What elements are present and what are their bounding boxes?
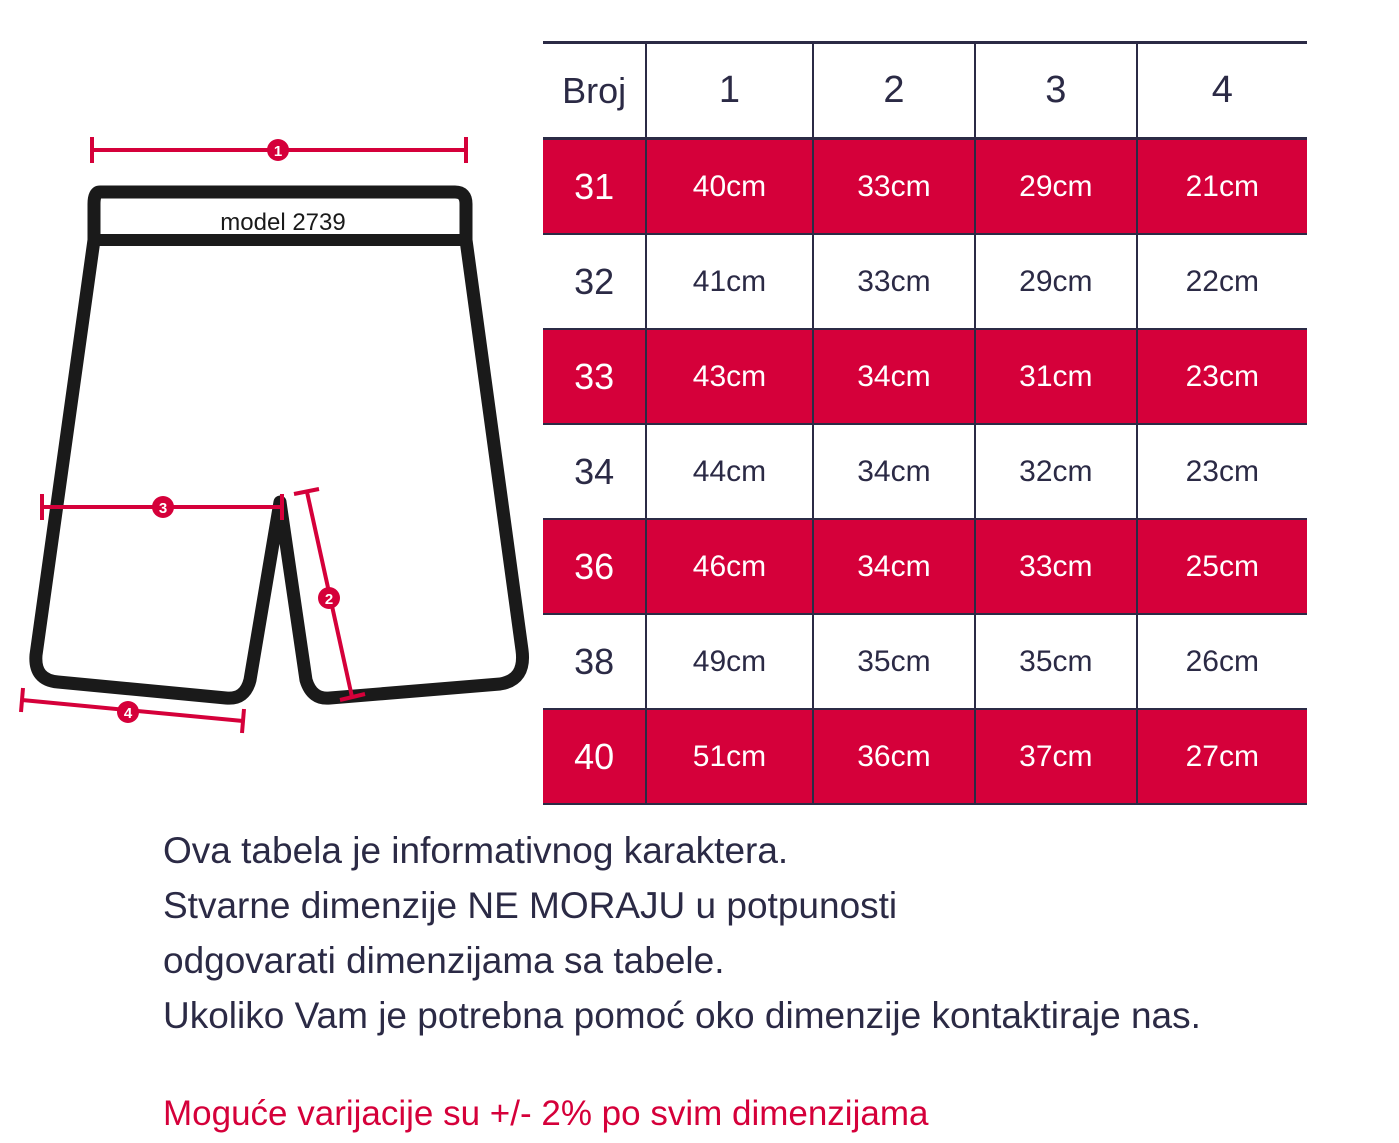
- measure-cell: 32cm: [975, 424, 1136, 519]
- measure-cell: 40cm: [646, 139, 812, 235]
- size-cell: 32: [574, 260, 615, 302]
- note-line: Ukoliko Vam je potrebna pomoć oko dimenzije kontaktiraje nas.: [163, 995, 1201, 1036]
- shorts-size-diagram: [0, 0, 540, 760]
- table-row: [543, 139, 1307, 235]
- header-measure-3: 3: [975, 43, 1136, 139]
- measure-cell: 29cm: [975, 234, 1136, 329]
- size-table: [543, 41, 1307, 805]
- model-label: model 2739: [220, 209, 346, 236]
- note-line: Stvarne dimenzije NE MORAJU u potpunosti: [163, 885, 898, 926]
- measure-cell: 23cm: [1137, 329, 1307, 424]
- table-header-row: [543, 43, 1307, 139]
- marker-3: 3: [158, 500, 168, 517]
- measure-cell: 22cm: [1137, 234, 1307, 329]
- measurement-1: [92, 137, 466, 163]
- size-cell: 40: [574, 735, 615, 777]
- note-line: Ova tabela je informativnog karaktera.: [163, 830, 789, 871]
- measure-cell: 33cm: [813, 139, 975, 235]
- variation-note: Moguće varijacije su +/- 2% po svim dimenzijama: [163, 1094, 929, 1133]
- header-broj: Broj: [543, 43, 646, 139]
- measure-cell: 34cm: [813, 519, 975, 614]
- measure-cell: 29cm: [975, 139, 1136, 235]
- table-row: [543, 614, 1307, 709]
- size-cell: 36: [574, 545, 615, 587]
- measure-cell: 41cm: [646, 234, 812, 329]
- measure-cell: 33cm: [975, 519, 1136, 614]
- measure-cell: 21cm: [1137, 139, 1307, 235]
- measure-cell: 37cm: [975, 709, 1136, 804]
- table-row: [543, 329, 1307, 424]
- measure-cell: 31cm: [975, 329, 1136, 424]
- measure-cell: 27cm: [1137, 709, 1307, 804]
- measure-cell: 35cm: [813, 614, 975, 709]
- table-row: [543, 234, 1307, 329]
- measure-cell: 26cm: [1137, 614, 1307, 709]
- table-row: [543, 709, 1307, 804]
- header-measure-2: 2: [813, 43, 975, 139]
- measure-cell: 33cm: [813, 234, 975, 329]
- shorts-outline: [36, 192, 523, 698]
- measure-cell: 36cm: [813, 709, 975, 804]
- note-line: odgovarati dimenzijama sa tabele.: [163, 940, 725, 981]
- measure-cell: 46cm: [646, 519, 812, 614]
- measure-cell: 34cm: [813, 329, 975, 424]
- size-cell: 34: [574, 450, 615, 492]
- size-cell: 33: [574, 355, 615, 397]
- measure-cell: 25cm: [1137, 519, 1307, 614]
- header-measure-1: 1: [646, 43, 812, 139]
- table-row: [543, 519, 1307, 614]
- marker-2: 2: [324, 591, 334, 608]
- measure-cell: 34cm: [813, 424, 975, 519]
- size-cell: 38: [574, 640, 615, 682]
- measure-cell: 44cm: [646, 424, 812, 519]
- measure-cell: 35cm: [975, 614, 1136, 709]
- table-row: [543, 424, 1307, 519]
- measure-cell: 51cm: [646, 709, 812, 804]
- measure-cell: 43cm: [646, 329, 812, 424]
- measure-cell: 23cm: [1137, 424, 1307, 519]
- header-measure-4: 4: [1137, 43, 1307, 139]
- measure-cell: 49cm: [646, 614, 812, 709]
- disclaimer-notes: [163, 823, 1393, 1043]
- marker-1: 1: [273, 143, 283, 160]
- marker-4: 4: [123, 705, 133, 722]
- size-cell: 31: [574, 165, 615, 207]
